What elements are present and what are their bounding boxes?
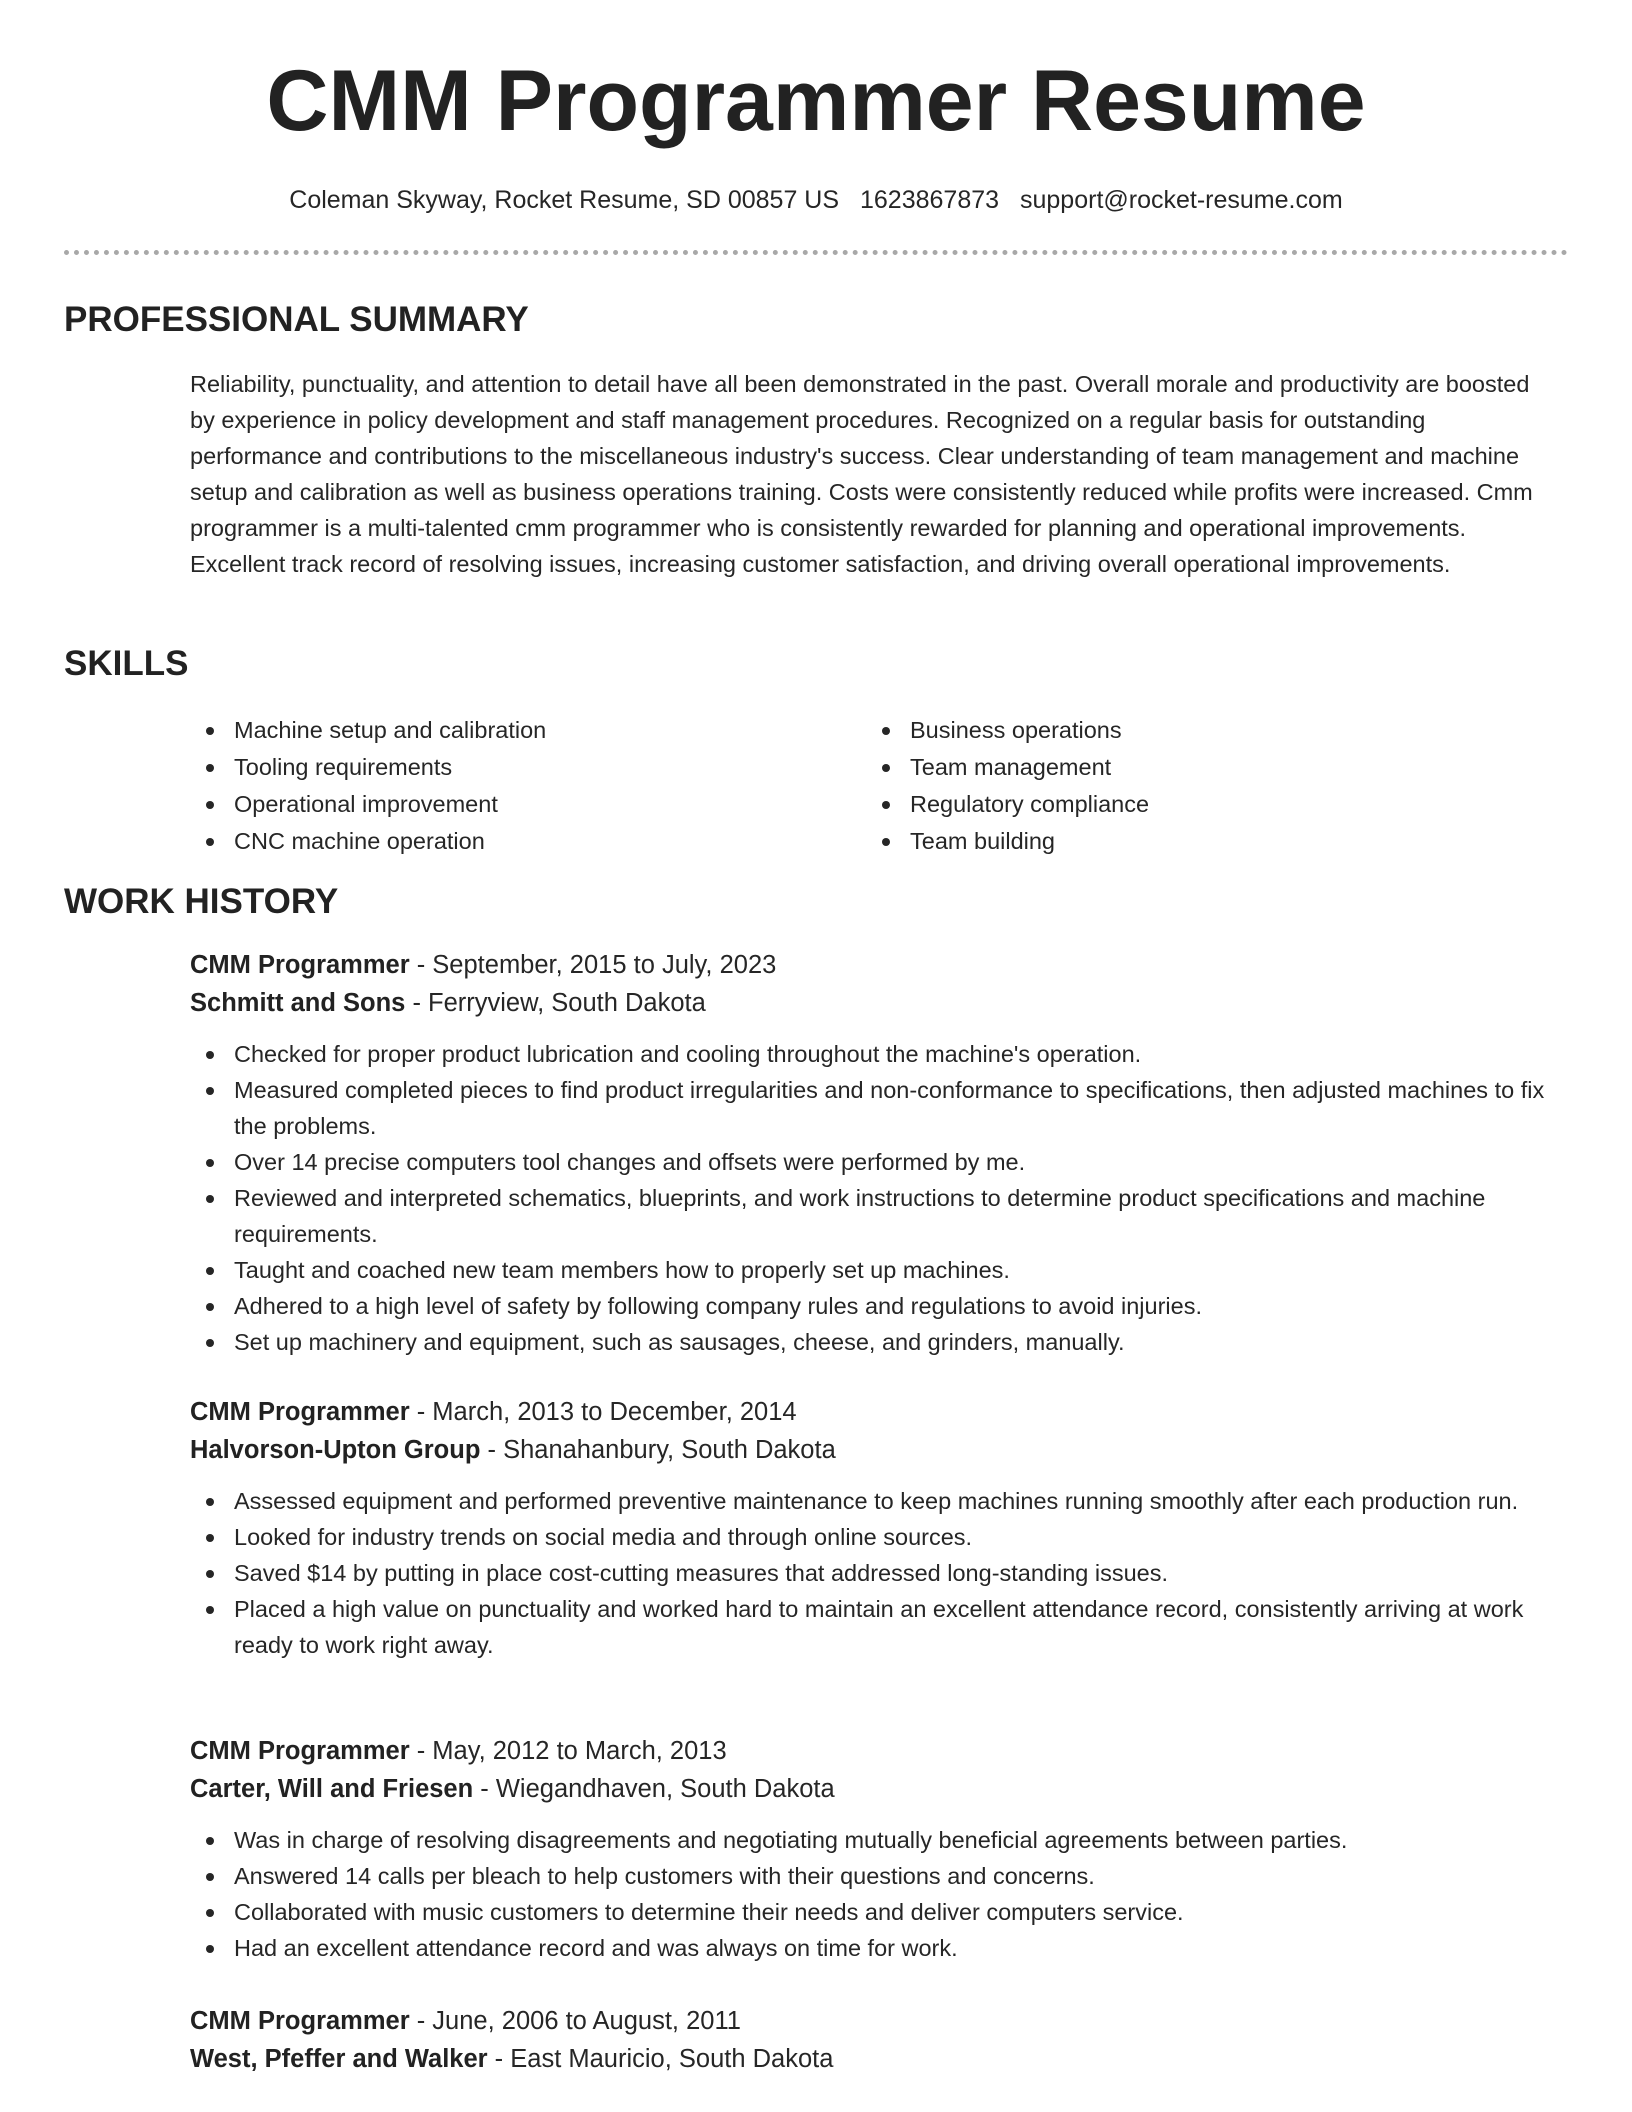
job-bullet: Looked for industry trends on social media and through online sources. xyxy=(190,1519,1570,1555)
skill-item: Business operations xyxy=(866,712,1506,749)
skill-item: Regulatory compliance xyxy=(866,786,1506,823)
job-company-line xyxy=(190,2040,1570,2078)
skill-item: Tooling requirements xyxy=(190,749,830,786)
job-title-line xyxy=(190,1393,1570,1431)
skill-item: Team building xyxy=(866,823,1506,860)
job-bullet: Measured completed pieces to find product irregularities and non-conformance to specifications, then adjusted machines to fix the problems. xyxy=(190,1072,1570,1144)
job-bullet: Had an excellent attendance record and was always on time for work. xyxy=(190,1930,1570,1966)
header-divider xyxy=(64,250,1568,255)
resume-title: CMM Programmer Resume xyxy=(266,53,1366,149)
job-company-line xyxy=(190,984,1570,1022)
job-bullet: Checked for proper product lubrication and cooling throughout the machine's operation. xyxy=(190,1036,1570,1072)
contact-info xyxy=(0,183,1632,217)
job-location: - Ferryview, South Dakota xyxy=(405,989,706,1017)
job-location: - Shanahanbury, South Dakota xyxy=(480,1436,836,1464)
skill-item: Machine setup and calibration xyxy=(190,712,830,749)
job-bullet: Taught and coached new team members how to properly set up machines. xyxy=(190,1252,1570,1288)
contact-email: support@rocket-resume.com xyxy=(1020,186,1343,214)
job-bullets xyxy=(190,1483,1570,1663)
job-location: - East Mauricio, South Dakota xyxy=(487,2045,834,2073)
summary-heading: PROFESSIONAL SUMMARY xyxy=(64,300,529,339)
work-history-heading: WORK HISTORY xyxy=(64,882,339,921)
contact-address: Coleman Skyway, Rocket Resume, SD 00857 US xyxy=(289,186,840,214)
summary-text: Reliability, punctuality, and attention to detail have all been demonstrated in the past. Overall morale and productivity are boosted by experience in policy development and staff management procedures. Recognized on a regular basis for outstanding performance and contributions to the miscellaneous industry's success. Clear understanding of team management and machine setup and calibration as well as business operations training. Costs were consistently reduced while profits were increased. Cmm programmer is a multi-talented cmm programmer who is consistently rewarded for planning and operational improvements. Excellent track record of resolving issues, increasing customer satisfaction, and driving overall operational improvements. xyxy=(190,371,1533,577)
job-location: - Wiegandhaven, South Dakota xyxy=(473,1775,835,1803)
skill-item: CNC machine operation xyxy=(190,823,830,860)
job-title: CMM Programmer xyxy=(190,2007,410,2035)
job-company: Carter, Will and Friesen xyxy=(190,1775,474,1803)
job-bullets xyxy=(190,1822,1570,1966)
contact-phone: 1623867873 xyxy=(860,186,1000,214)
job-company-line xyxy=(190,1431,1570,1469)
job-bullet: Adhered to a high level of safety by following company rules and regulations to avoid injuries. xyxy=(190,1288,1570,1324)
job-bullet: Was in charge of resolving disagreements and negotiating mutually beneficial agreements between parties. xyxy=(190,1822,1570,1858)
job-title-line xyxy=(190,1732,1570,1770)
skills-list-right xyxy=(866,712,1506,860)
skills-list-left xyxy=(190,712,830,860)
job-entry xyxy=(190,2002,1570,2078)
job-bullet: Collaborated with music customers to determine their needs and deliver computers service. xyxy=(190,1894,1570,1930)
job-entry xyxy=(190,1393,1570,1663)
skills-heading: SKILLS xyxy=(64,644,189,683)
job-bullets xyxy=(190,1036,1570,1360)
job-company: Schmitt and Sons xyxy=(190,989,406,1017)
job-dates: - March, 2013 to December, 2014 xyxy=(409,1398,797,1426)
job-dates: - June, 2006 to August, 2011 xyxy=(409,2007,741,2035)
job-title: CMM Programmer xyxy=(190,951,410,979)
job-bullet: Saved $14 by putting in place cost-cutting measures that addressed long-standing issues. xyxy=(190,1555,1570,1591)
job-title-line xyxy=(190,946,1570,984)
job-company: Halvorson-Upton Group xyxy=(190,1436,481,1464)
job-dates: - September, 2015 to July, 2023 xyxy=(409,951,777,979)
job-title: CMM Programmer xyxy=(190,1737,410,1765)
skill-item: Operational improvement xyxy=(190,786,830,823)
job-bullet: Answered 14 calls per bleach to help customers with their questions and concerns. xyxy=(190,1858,1570,1894)
job-title-line xyxy=(190,2002,1570,2040)
job-bullet: Assessed equipment and performed preventive maintenance to keep machines running smoothly after each production run. xyxy=(190,1483,1570,1519)
job-dates: - May, 2012 to March, 2013 xyxy=(409,1737,727,1765)
job-bullet: Set up machinery and equipment, such as sausages, cheese, and grinders, manually. xyxy=(190,1324,1570,1360)
job-bullet: Reviewed and interpreted schematics, blueprints, and work instructions to determine product specifications and machine requirements. xyxy=(190,1180,1570,1252)
skill-item: Team management xyxy=(866,749,1506,786)
job-company-line xyxy=(190,1770,1570,1808)
job-company: West, Pfeffer and Walker xyxy=(190,2045,488,2073)
job-entry xyxy=(190,946,1570,1360)
job-title: CMM Programmer xyxy=(190,1398,410,1426)
job-entry xyxy=(190,1732,1570,1966)
job-bullet: Placed a high value on punctuality and worked hard to maintain an excellent attendance record, consistently arriving at work ready to work right away. xyxy=(190,1591,1570,1663)
job-bullet: Over 14 precise computers tool changes and offsets were performed by me. xyxy=(190,1144,1570,1180)
